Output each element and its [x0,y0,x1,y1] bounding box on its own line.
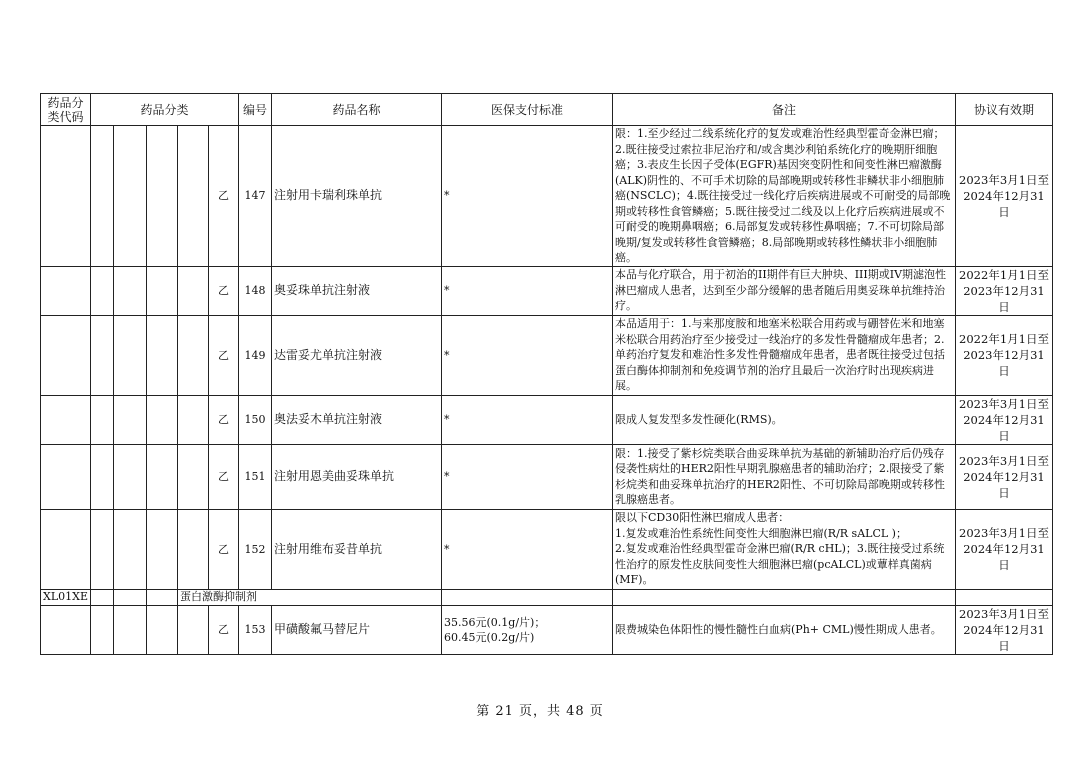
remarks-cell: 本品与化疗联合，用于初治的II期伴有巨大肿块、III期或IV期滤泡性淋巴瘤成人患者，达到至少部分缓解的患者随后用奥妥珠单抗维持治疗。 [613,266,956,315]
remark-line: 限以下CD30阳性淋巴瘤成人患者： [615,511,790,525]
category-cell [178,395,209,444]
category-cell [147,315,178,395]
page-number-footer: 第 21 页，共 48 页 [476,704,604,719]
header-category: 药品分类 [91,94,239,126]
drug-name-cell: 注射用恩美曲妥珠单抗 [272,444,442,509]
remarks-cell: 本品适用于：1.与来那度胺和地塞米松联合用药或与硼替佐米和地塞米松联合用药治疗至少接受过一线治疗的多发性骨髓瘤成年患者；2.单药治疗复发和难治性多发性骨髓瘤成年患者，患者既往接受过包括蛋白酶体抑制剂和免疫调节剂的治疗且最后一次治疗时出现疾病进展。 [613,315,956,395]
remarks-cell: 限：1.至少经过二线系统化疗的复发或难治性经典型霍奇金淋巴瘤；2.既往接受过索拉非尼治疗和/或含奥沙利铂系统化疗的晚期肝细胞癌；3.表皮生长因子受体(EGFR)基因突变阴性和间变性淋巴瘤激酶(ALK)阴性的、不可手术切除的局部晚期或转移性非鳞状非小细胞肺癌(NSCLC)；4.既往接受过一线化疗后疾病进展或不可耐受的局部晚期或转移性食管鳞癌；5.既往接受过二线及以上化疗后疾病进展或不可耐受的晚期鼻咽癌；6.局部复发或转移性鼻咽癌；7.不可切除局部晚期/复发或转移性食管鳞癌；8.局部晚期或转移性鳞状非小细胞肺癌。 [613,126,956,267]
price-line: 60.45元(0.2g/片) [444,630,535,644]
class-cell: 乙 [209,315,239,395]
class-cell: 乙 [209,126,239,267]
category-cell [147,605,178,654]
category-cell [147,444,178,509]
table-row [41,266,1053,315]
code-cell [41,444,91,509]
validity-cell [956,315,1053,395]
code-cell [41,266,91,315]
valid-to: 2024年12月31日 [963,542,1045,572]
number-cell: 150 [239,395,272,444]
standard-cell [442,589,613,605]
class-cell: 乙 [209,395,239,444]
code-cell [41,315,91,395]
valid-from: 2023年3月1日至 [959,172,1049,187]
validity-cell [956,395,1053,444]
valid-from: 2022年1月1日至 [959,332,1049,346]
valid-to: 2023年12月31日 [963,348,1045,378]
class-cell: 乙 [209,266,239,315]
table-header-row [41,94,1053,126]
remark-line: 2.复发或难治性经典型霍奇金淋巴瘤(R/R cHL)；3.既往接受过系统性治疗的原发性皮肤间变性大细胞淋巴瘤(pcALCL)或蕈样真菌病(MF)。 [615,542,945,587]
code-cell [41,509,91,589]
category-cell [178,605,209,654]
category-cell [147,509,178,589]
code-cell [41,605,91,654]
category-cell [178,126,209,267]
drug-table [40,93,1053,655]
category-cell [147,395,178,444]
remarks-cell: 限成人复发型多发性硬化(RMS)。 [613,395,956,444]
number-cell: 147 [239,126,272,267]
category-cell [91,589,114,605]
category-cell [91,126,114,267]
remarks-cell: 限：1.接受了紫杉烷类联合曲妥珠单抗为基础的新辅助治疗后仍残存侵袭性病灶的HER2阳性早期乳腺癌患者的辅助治疗；2.限接受了紫杉烷类和曲妥珠单抗治疗的HER2阳性、不可切除局部晚期或转移性乳腺癌患者。 [613,444,956,509]
table-row [41,509,1053,589]
valid-from: 2023年3月1日至 [959,453,1049,468]
header-validity: 协议有效期 [956,94,1053,126]
category-cell [91,266,114,315]
category-cell [91,509,114,589]
number-cell: 149 [239,315,272,395]
table-row [41,395,1053,444]
category-cell [91,444,114,509]
header-remarks: 备注 [613,94,956,126]
category-code-cell: XL01XE [41,589,91,605]
category-cell [147,126,178,267]
class-cell: 乙 [209,509,239,589]
standard-cell: * [442,509,613,589]
category-cell [114,509,147,589]
category-cell [178,444,209,509]
number-cell: 151 [239,444,272,509]
valid-to: 2024年12月31日 [963,622,1045,653]
category-cell [147,589,178,605]
drug-name-cell: 甲磺酸氟马替尼片 [272,605,442,654]
validity-cell [956,589,1053,605]
number-cell: 152 [239,509,272,589]
category-cell [114,266,147,315]
header-name: 药品名称 [272,94,442,126]
table-row [41,126,1053,267]
valid-from: 2023年3月1日至 [959,526,1049,540]
header-code: 药品分类代码 [41,94,91,126]
standard-cell: * [442,444,613,509]
category-cell [147,266,178,315]
code-cell [41,126,91,267]
category-cell [114,315,147,395]
standard-cell: * [442,315,613,395]
valid-from: 2023年3月1日至 [959,396,1049,411]
category-cell [114,589,147,605]
price-line: 35.56元(0.1g/片)； [444,615,546,629]
validity-cell [956,126,1053,267]
table-row [41,444,1053,509]
category-cell [114,126,147,267]
validity-cell [956,605,1053,654]
remarks-cell [613,509,956,589]
standard-cell: * [442,126,613,267]
drug-name-cell: 达雷妥尤单抗注射液 [272,315,442,395]
code-cell [41,395,91,444]
category-row [41,589,1053,605]
remarks-cell [613,589,956,605]
validity-cell [956,509,1053,589]
standard-cell [442,605,613,654]
category-cell [114,444,147,509]
category-cell [91,395,114,444]
category-cell [178,509,209,589]
category-cell [178,315,209,395]
valid-to: 2024年12月31日 [963,188,1045,219]
category-cell [91,315,114,395]
validity-cell [956,444,1053,509]
number-cell: 148 [239,266,272,315]
remark-line: 1.复发或难治性系统性间变性大细胞淋巴瘤(R/R sALCL )； [615,526,907,540]
standard-cell: * [442,266,613,315]
valid-from: 2022年1月1日至 [959,267,1049,282]
drug-name-cell: 注射用卡瑞利珠单抗 [272,126,442,267]
category-cell [178,266,209,315]
table-row [41,605,1053,654]
category-cell [114,605,147,654]
header-standard: 医保支付标准 [442,94,613,126]
class-cell: 乙 [209,444,239,509]
standard-cell: * [442,395,613,444]
remarks-cell: 限费城染色体阳性的慢性髓性白血病(Ph+ CML)慢性期成人患者。 [613,605,956,654]
drug-name-cell: 注射用维布妥昔单抗 [272,509,442,589]
category-cell [91,605,114,654]
number-cell: 153 [239,605,272,654]
table-row [41,315,1053,395]
drug-name-cell: 奥妥珠单抗注射液 [272,266,442,315]
class-cell: 乙 [209,605,239,654]
valid-from: 2023年3月1日至 [959,606,1049,621]
validity-cell [956,266,1053,315]
header-number: 编号 [239,94,272,126]
valid-to: 2023年12月31日 [963,283,1045,314]
valid-to: 2024年12月31日 [963,412,1045,443]
drug-name-cell: 奥法妥木单抗注射液 [272,395,442,444]
category-label-cell: 蛋白激酶抑制剂 [178,589,442,605]
category-cell [114,395,147,444]
valid-to: 2024年12月31日 [963,469,1045,500]
